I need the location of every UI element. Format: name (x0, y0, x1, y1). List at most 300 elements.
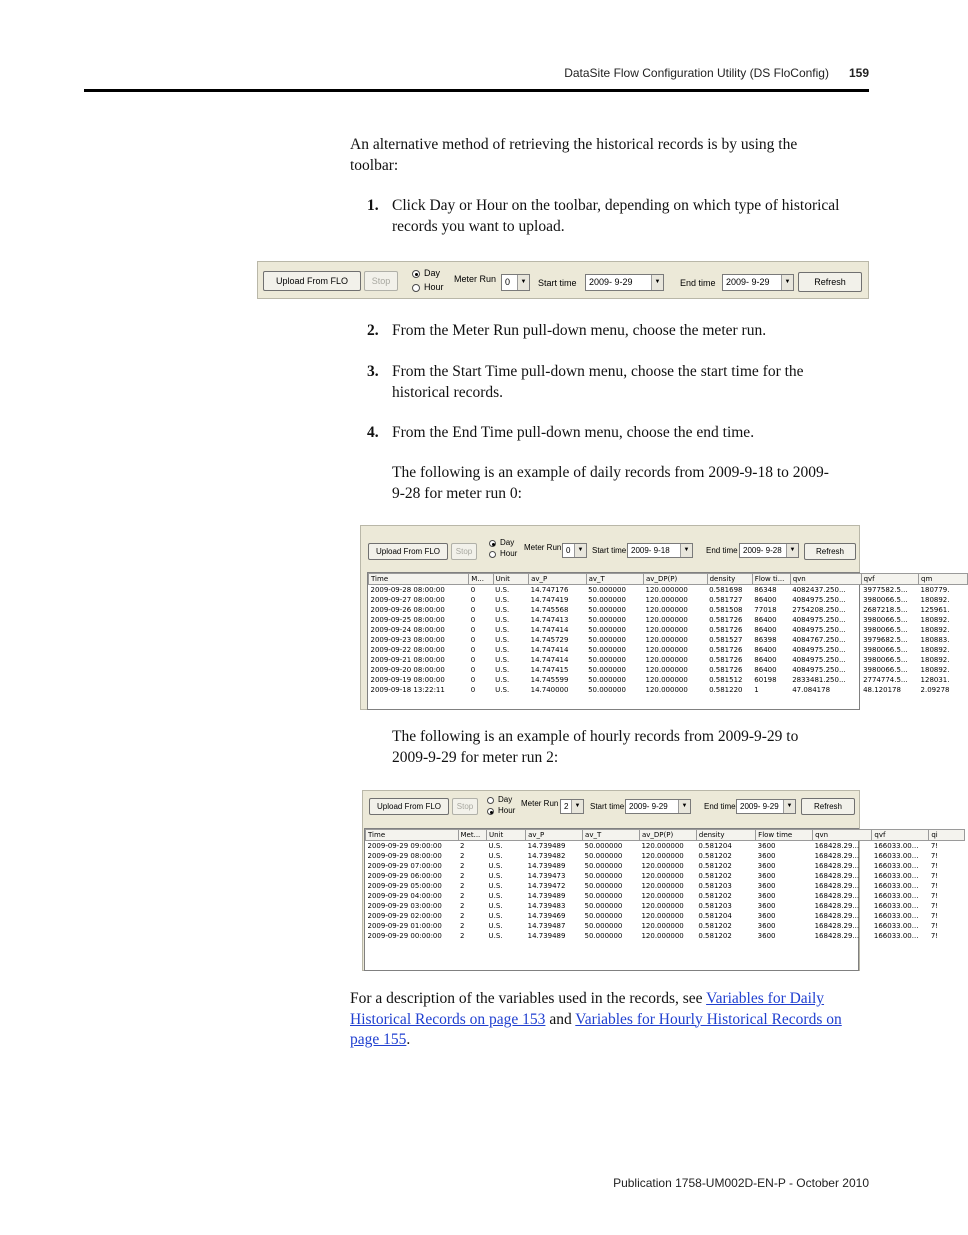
table-row[interactable] (366, 851, 965, 861)
table-cell: 2754208.250... (792, 606, 846, 614)
table-cell: 0.581203 (698, 882, 732, 890)
table-cell: 14.739472 (527, 882, 566, 890)
column-header[interactable]: Met... (458, 830, 486, 841)
column-header[interactable]: av_P (529, 574, 586, 585)
column-header[interactable]: av_T (583, 830, 640, 841)
table-cell: 180892. (920, 616, 950, 624)
table-cell: 3600 (757, 852, 776, 860)
table-cell: 3600 (757, 872, 776, 880)
table-cell: 0 (470, 676, 476, 684)
table-cell: 86400 (754, 596, 777, 604)
publication-footer: Publication 1758-UM002D-EN-P - October 2010 (613, 1176, 869, 1190)
table-cell: 180883. (920, 636, 950, 644)
start-time-label: Start time (592, 546, 627, 555)
chevron-down-icon: ▼ (678, 800, 690, 813)
table-cell: 120.000000 (645, 626, 688, 634)
end-time-label: End time (706, 546, 738, 555)
table-cell: 2 (460, 922, 465, 930)
table-cell: 2009-09-29 09:00:00 (367, 842, 442, 850)
table-cell: 4084975.250... (792, 646, 846, 654)
table-cell: U.S. (495, 586, 510, 594)
table-cell: U.S. (488, 842, 503, 850)
table-row[interactable] (366, 891, 965, 901)
table-cell: 120.000000 (641, 922, 684, 930)
day-radio[interactable] (487, 797, 494, 804)
closing-suffix: . (406, 1031, 411, 1048)
chevron-down-icon: ▼ (574, 544, 586, 557)
table-cell: 7! (930, 892, 939, 900)
table-row[interactable] (369, 655, 968, 665)
table-cell: 14.739489 (527, 842, 566, 850)
table-cell: 1 (754, 686, 759, 694)
table-cell: U.S. (495, 646, 510, 654)
table-cell: 166033.00... (873, 932, 919, 940)
table-cell: 2 (460, 932, 465, 940)
table-cell: U.S. (495, 626, 510, 634)
table-cell: 0.581204 (698, 842, 732, 850)
hourly-records-grid[interactable] (364, 828, 939, 971)
table-cell: 168428.29... (814, 882, 860, 890)
table-cell: U.S. (488, 902, 503, 910)
table-cell: U.S. (495, 666, 510, 674)
table-cell: U.S. (495, 676, 510, 684)
stop-button[interactable]: Stop (364, 271, 398, 291)
column-header[interactable]: Time (366, 830, 459, 841)
column-header[interactable]: qvf (872, 830, 929, 841)
day-radio[interactable] (489, 540, 496, 547)
table-cell: 2.09278 (920, 686, 950, 694)
column-header[interactable]: Unit (486, 830, 525, 841)
meter-run-label: Meter Run (521, 799, 559, 808)
table-cell: 0 (470, 666, 476, 674)
table-cell: 2 (460, 882, 465, 890)
table-cell: 3980066.5... (863, 616, 908, 624)
table-cell: 180779. (920, 586, 950, 594)
table-cell: 3600 (757, 922, 776, 930)
table-cell: 120.000000 (645, 676, 688, 684)
table-cell: 180892. (920, 646, 950, 654)
table-row[interactable] (366, 861, 965, 871)
header-rule (84, 89, 869, 92)
column-header[interactable]: av_DP(P) (639, 830, 696, 841)
hourly-variables-link[interactable]: Variables for Hourly Historical Records on page 155 (350, 1010, 842, 1048)
chevron-down-icon: ▼ (680, 544, 692, 557)
table-cell: 14.745568 (530, 606, 569, 614)
table-cell: 4084975.250... (792, 656, 846, 664)
table-cell: 0.581726 (709, 616, 743, 624)
table-cell: 120.000000 (641, 902, 684, 910)
table-cell: 3979682.5... (863, 636, 908, 644)
table-cell: 120.000000 (641, 872, 684, 880)
column-header[interactable]: av_P (526, 830, 583, 841)
meter-run-dropdown[interactable] (501, 274, 530, 291)
table-cell: 0.581527 (709, 636, 743, 644)
table-cell: 2009-09-21 08:00:00 (370, 656, 445, 664)
table-cell: 7! (930, 872, 939, 880)
table-cell: 86400 (754, 646, 777, 654)
table-cell: 7! (930, 922, 939, 930)
table-cell: 0.581202 (698, 852, 732, 860)
table-row[interactable] (366, 911, 965, 921)
stop-button[interactable]: Stop (452, 798, 478, 815)
table-cell: 4084975.250... (792, 626, 846, 634)
stop-button[interactable]: Stop (451, 543, 477, 560)
end-time-value: 2009- 9-28 (743, 546, 782, 555)
table-cell: 50.000000 (584, 872, 623, 880)
day-label: Day (498, 795, 513, 804)
step-2-text: From the Meter Run pull-down menu, choose the meter run. (392, 322, 767, 339)
table-cell: U.S. (488, 872, 503, 880)
table-cell: 3600 (757, 892, 776, 900)
table-cell: 2009-09-29 03:00:00 (367, 902, 442, 910)
table-cell: 0 (470, 636, 476, 644)
end-time-label: End time (704, 802, 736, 811)
table-cell: 14.739469 (527, 912, 566, 920)
table-cell: 180892. (920, 656, 950, 664)
table-cell: 3977582.5... (863, 586, 908, 594)
table-cell: 2 (460, 892, 465, 900)
table-cell: 166033.00... (873, 842, 919, 850)
table-cell: 14.747414 (530, 626, 569, 634)
table-cell: 50.000000 (584, 852, 623, 860)
day-label: Day (500, 538, 515, 547)
table-cell: 166033.00... (873, 922, 919, 930)
table-cell: 50.000000 (584, 912, 623, 920)
daily-records-grid[interactable] (367, 572, 950, 710)
table-cell: U.S. (488, 932, 503, 940)
table-cell: 14.747419 (530, 596, 569, 604)
table-cell: 0.581698 (709, 586, 743, 594)
hourly-records-screenshot (362, 790, 939, 971)
refresh-button[interactable]: Refresh (801, 798, 855, 815)
table-cell: 50.000000 (588, 586, 626, 594)
column-header[interactable]: qvf (861, 574, 918, 585)
table-cell: 166033.00... (873, 892, 919, 900)
table-cell: 2009-09-29 00:00:00 (367, 932, 442, 940)
hour-radio[interactable] (487, 808, 494, 815)
table-cell: 168428.29... (814, 892, 860, 900)
table-cell: 48.120178 (863, 686, 901, 694)
table-row[interactable] (366, 881, 965, 891)
table-cell: 47.084178 (792, 686, 831, 694)
table-cell: 168428.29... (814, 922, 860, 930)
table-cell: 2009-09-22 08:00:00 (370, 646, 445, 654)
table-cell: 14.739489 (527, 932, 566, 940)
column-header[interactable]: qm (919, 574, 968, 585)
end-time-dropdown[interactable] (736, 799, 796, 814)
column-header[interactable]: av_T (586, 574, 643, 585)
table-cell: 3600 (757, 842, 776, 850)
table-cell: 3600 (757, 932, 776, 940)
table-cell: 0.581726 (709, 666, 743, 674)
table-cell: 120.000000 (645, 596, 688, 604)
table-cell: 2 (460, 872, 465, 880)
table-cell: 14.739489 (527, 862, 566, 870)
table-cell: 120.000000 (641, 892, 684, 900)
table-cell: 0 (470, 606, 476, 614)
hour-label: Hour (500, 549, 518, 558)
table-cell: 2 (460, 842, 465, 850)
table-cell: 50.000000 (584, 892, 623, 900)
hour-label: Hour (498, 806, 516, 815)
table-row[interactable] (366, 871, 965, 881)
column-header[interactable]: av_DP(P) (644, 574, 708, 585)
column-header[interactable]: Time (369, 574, 469, 585)
hour-radio[interactable] (489, 551, 496, 558)
table-cell: 120.000000 (641, 842, 684, 850)
table-cell: 120.000000 (641, 852, 684, 860)
table-cell: 3980066.5... (863, 626, 908, 634)
table-row[interactable] (369, 605, 968, 615)
table-cell: 3980066.5... (863, 666, 908, 674)
table-cell: 120.000000 (641, 882, 684, 890)
refresh-button[interactable]: Refresh (798, 272, 862, 292)
daily-variables-link[interactable]: Variables for Daily Historical Records on page 153 (350, 990, 825, 1028)
chevron-down-icon: ▼ (783, 800, 795, 813)
table-cell: U.S. (495, 636, 510, 644)
table-row[interactable] (366, 841, 965, 852)
table-cell: 2009-09-19 08:00:00 (370, 676, 445, 684)
table-cell: 14.745729 (530, 636, 569, 644)
table-cell: 50.000000 (584, 902, 623, 910)
table-cell: 168428.29... (814, 932, 860, 940)
table-cell: 0 (470, 586, 476, 594)
end-time-label: End time (680, 278, 716, 288)
table-cell: 50.000000 (588, 596, 626, 604)
table-cell: 120.000000 (641, 862, 684, 870)
table-row[interactable] (369, 595, 968, 605)
upload-from-flo-button[interactable]: Upload From FLO (368, 543, 448, 560)
table-cell: 14.739473 (527, 872, 566, 880)
meter-run-value: 2 (564, 802, 569, 811)
start-time-dropdown[interactable] (625, 799, 691, 814)
table-cell: 7! (930, 862, 939, 870)
start-time-value: 2009- 9-18 (631, 546, 670, 555)
meter-run-dropdown[interactable] (560, 799, 584, 814)
table-cell: U.S. (495, 686, 510, 694)
chevron-down-icon: ▼ (571, 800, 583, 813)
table-row[interactable] (369, 625, 968, 635)
table-cell: 60198 (754, 676, 777, 684)
table-row[interactable] (366, 921, 965, 931)
table-cell: 120.000000 (645, 686, 688, 694)
table-cell: 180892. (920, 596, 950, 604)
chevron-down-icon: ▼ (781, 275, 793, 290)
table-cell: 120.000000 (645, 616, 688, 624)
table-cell: 3600 (757, 912, 776, 920)
table-cell: 0.581512 (709, 676, 743, 684)
table-cell: 120.000000 (645, 636, 688, 644)
table-cell: 0.581202 (698, 862, 732, 870)
table-row[interactable] (369, 585, 968, 596)
table-cell: 3980066.5... (863, 646, 908, 654)
column-header[interactable]: density (696, 830, 755, 841)
step-1-number: 1. (367, 197, 379, 214)
table-cell: 50.000000 (584, 882, 623, 890)
table-cell: 86400 (754, 626, 777, 634)
table-cell: 2009-09-18 13:22:11 (370, 686, 445, 694)
table-cell: 86400 (754, 666, 777, 674)
table-cell: 2687218.5... (863, 606, 908, 614)
start-time-label: Start time (538, 278, 577, 288)
table-row[interactable] (366, 901, 965, 911)
table-cell: 2 (460, 852, 465, 860)
table-cell: 166033.00... (873, 882, 919, 890)
table-cell: 50.000000 (588, 626, 626, 634)
table-cell: 0.581727 (709, 596, 743, 604)
hour-label: Hour (424, 282, 444, 292)
intro-paragraph: An alternative method of retrieving the historical records is by using the toolbar: (350, 136, 798, 174)
step-4-text: From the End Time pull-down menu, choose the end time. (392, 424, 755, 441)
table-cell: 14.739483 (527, 902, 566, 910)
day-label: Day (424, 268, 441, 278)
column-header[interactable]: qvn (813, 830, 872, 841)
table-cell: U.S. (495, 616, 510, 624)
daily-example-text: The following is an example of daily records from 2009-9-18 to 2009-9-28 for meter run 0: (392, 464, 829, 502)
table-cell: 2009-09-29 02:00:00 (367, 912, 442, 920)
step-2-number: 2. (367, 322, 379, 339)
table-row[interactable] (369, 665, 968, 675)
table-cell: 2009-09-27 08:00:00 (370, 596, 445, 604)
refresh-button[interactable]: Refresh (804, 543, 856, 560)
table-cell: 14.747414 (530, 646, 569, 654)
table-cell: 14.739489 (527, 892, 566, 900)
column-header[interactable]: qi (929, 830, 965, 841)
meter-run-value: 0 (505, 277, 511, 287)
start-time-dropdown[interactable] (585, 274, 664, 291)
table-cell: 50.000000 (588, 606, 626, 614)
table-cell: 2009-09-29 04:00:00 (367, 892, 442, 900)
table-cell: 2009-09-29 01:00:00 (367, 922, 442, 930)
column-header[interactable]: M... (469, 574, 493, 585)
table-cell: 50.000000 (588, 686, 626, 694)
table-cell: 7! (930, 912, 939, 920)
table-cell: 0.581202 (698, 932, 732, 940)
table-cell: 14.740000 (530, 686, 569, 694)
table-cell: 50.000000 (588, 666, 626, 674)
table-cell: 0 (470, 646, 476, 654)
table-cell: 166033.00... (873, 862, 919, 870)
upload-from-flo-button[interactable]: Upload From FLO (263, 271, 361, 291)
column-header[interactable]: qvn (790, 574, 861, 585)
table-cell: 14.745599 (530, 676, 569, 684)
table-cell: 14.747176 (530, 586, 569, 594)
table-cell: 2009-09-29 05:00:00 (367, 882, 442, 890)
end-time-dropdown[interactable] (722, 274, 794, 291)
table-cell: 2009-09-29 06:00:00 (367, 872, 442, 880)
table-cell: U.S. (495, 596, 510, 604)
table-cell: 0.581726 (709, 626, 743, 634)
table-cell: 166033.00... (873, 872, 919, 880)
table-cell: 3600 (757, 862, 776, 870)
table-cell: 4082437.250... (792, 586, 846, 594)
step-3-text: From the Start Time pull-down menu, choose the start time for the historical records. (392, 363, 804, 401)
meter-run-value: 0 (566, 546, 571, 555)
step-3-number: 3. (367, 363, 379, 380)
table-cell: 120.000000 (645, 666, 688, 674)
table-cell: 166033.00... (873, 912, 919, 920)
table-cell: 120.000000 (645, 646, 688, 654)
table-cell: 0.581202 (698, 872, 732, 880)
table-row[interactable] (369, 635, 968, 645)
table-cell: 0.581726 (709, 646, 743, 654)
table-cell: 77018 (754, 606, 777, 614)
table-cell: 7! (930, 852, 939, 860)
start-time-value: 2009- 9-29 (589, 277, 633, 287)
chevron-down-icon: ▼ (517, 275, 529, 290)
table-cell: 14.739482 (527, 852, 566, 860)
table-row[interactable] (369, 685, 968, 695)
hour-radio[interactable] (412, 284, 420, 292)
meter-run-label: Meter Run (454, 274, 497, 284)
table-cell: 0.581726 (709, 656, 743, 664)
table-cell: 168428.29... (814, 842, 860, 850)
table-row[interactable] (366, 931, 965, 941)
day-radio[interactable] (412, 270, 420, 278)
column-header[interactable]: Flow time (756, 830, 813, 841)
table-cell: 3600 (757, 902, 776, 910)
table-cell: 4084975.250... (792, 596, 846, 604)
upload-from-flo-button[interactable]: Upload From FLO (369, 798, 449, 815)
closing-prefix: For a description of the variables used in the records, see (350, 990, 707, 1007)
table-cell: 2774774.5... (863, 676, 908, 684)
table-cell: 0 (470, 616, 476, 624)
table-cell: 0.581202 (698, 892, 732, 900)
start-time-dropdown[interactable] (627, 543, 693, 558)
table-cell: 0.581203 (698, 902, 732, 910)
running-header (564, 66, 869, 80)
table-cell: 7! (930, 902, 939, 910)
table-cell: 7! (930, 842, 939, 850)
table-cell: 50.000000 (588, 656, 626, 664)
table-row[interactable] (369, 675, 968, 685)
table-cell: 50.000000 (584, 932, 623, 940)
table-cell: 128031. (920, 676, 950, 684)
table-cell: 180892. (920, 626, 950, 634)
table-cell: 4084975.250... (792, 666, 846, 674)
table-cell: 50.000000 (588, 636, 626, 644)
table-cell: 120.000000 (641, 912, 684, 920)
table-cell: 4084767.250... (792, 636, 846, 644)
table-cell: 2009-09-24 08:00:00 (370, 626, 445, 634)
table-cell: U.S. (488, 862, 503, 870)
closing-middle: and (545, 1010, 576, 1028)
table-cell: 125961. (920, 606, 950, 614)
table-cell: 0.581204 (698, 912, 732, 920)
table-cell: 120.000000 (645, 606, 688, 614)
start-time-label: Start time (590, 802, 625, 811)
daily-records-screenshot (360, 525, 950, 710)
column-header[interactable]: density (707, 574, 752, 585)
table-cell: 166033.00... (873, 902, 919, 910)
table-cell: 168428.29... (814, 852, 860, 860)
table-row[interactable] (369, 645, 968, 655)
table-cell: 2009-09-23 08:00:00 (370, 636, 445, 644)
column-header[interactable]: Unit (493, 574, 528, 585)
table-cell: 86400 (754, 616, 777, 624)
column-header[interactable]: Flow ti... (752, 574, 790, 585)
page-number: 159 (848, 66, 869, 80)
meter-run-dropdown[interactable] (562, 543, 587, 558)
table-cell: 86400 (754, 656, 777, 664)
end-time-dropdown[interactable] (739, 543, 799, 558)
chevron-down-icon: ▼ (786, 544, 798, 557)
table-cell: 2009-09-29 07:00:00 (367, 862, 442, 870)
table-cell: 2009-09-26 08:00:00 (370, 606, 445, 614)
table-cell: 120.000000 (645, 656, 688, 664)
table-cell: 2833481.250... (792, 676, 846, 684)
table-row[interactable] (369, 615, 968, 625)
